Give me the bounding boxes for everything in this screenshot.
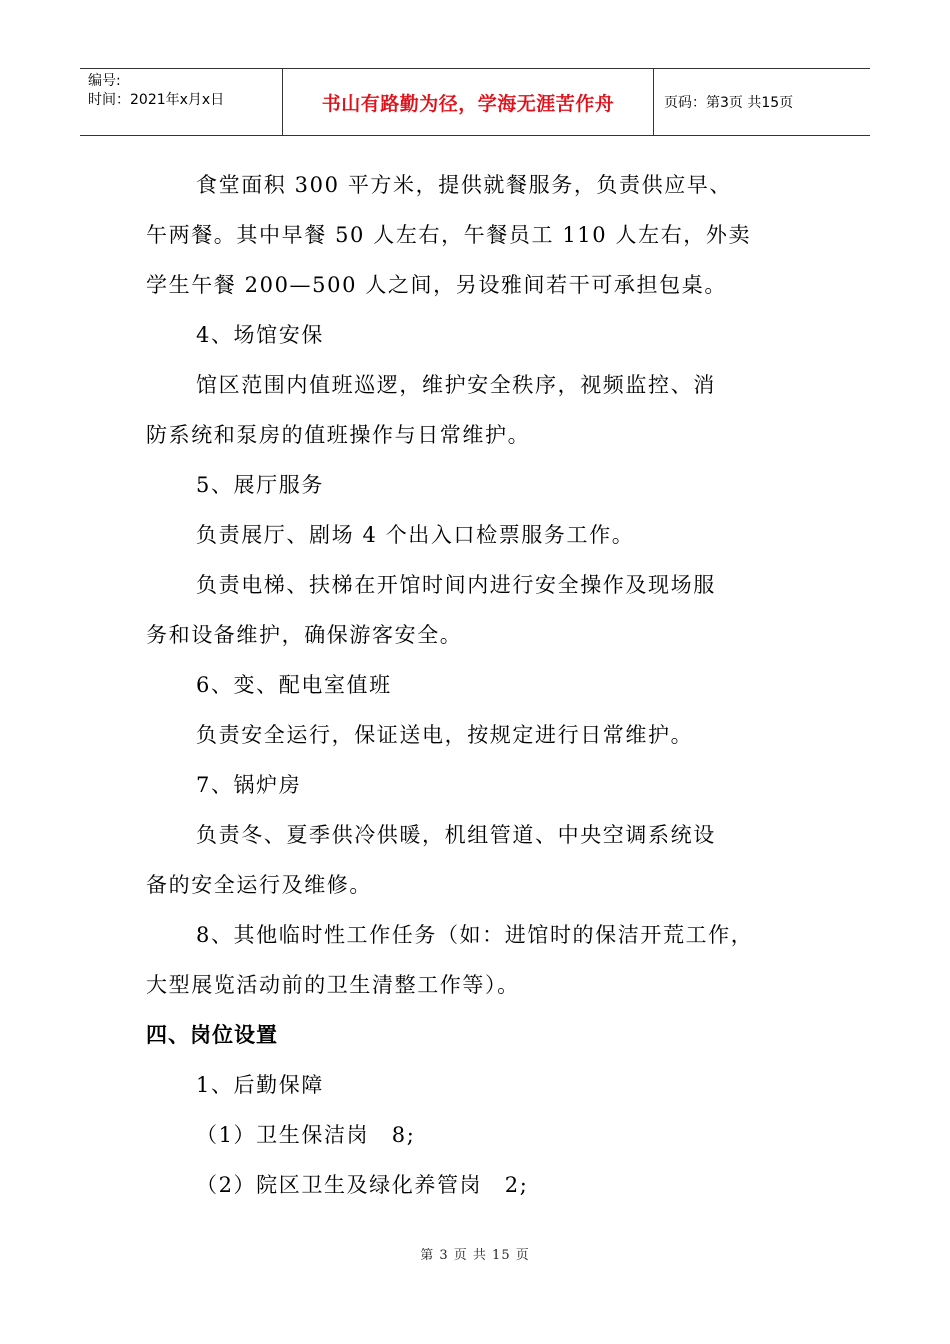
number-label: 编号: (88, 73, 121, 89)
body-line: 负责展厅、剧场 4 个出入口检票服务工作。 (196, 523, 635, 547)
document-body (146, 160, 816, 1210)
section-heading: 四、岗位设置 (146, 1023, 278, 1047)
body-line: 备的安全运行及维修。 (146, 873, 372, 897)
body-line: 馆区范围内值班巡逻，维护安全秩序，视频监控、消 (196, 373, 716, 397)
body-line: （1）卫生保洁岗 8; (196, 1123, 416, 1147)
time-label: 时间：2021年x月x日 (88, 92, 225, 108)
body-line: 负责安全运行，保证送电，按规定进行日常维护。 (196, 723, 694, 747)
body-line: 6、变、配电室值班 (196, 673, 392, 697)
body-line: 5、展厅服务 (196, 473, 324, 497)
body-line: 大型展览活动前的卫生清整工作等）。 (146, 973, 520, 997)
body-line: 4、场馆安保 (196, 323, 324, 347)
body-line: 7、锅炉房 (196, 773, 302, 797)
header-meta (80, 69, 282, 135)
header-motto: 书山有路勤为径，学海无涯苦作舟 (282, 69, 654, 135)
body-line: 食堂面积 300 平方米，提供就餐服务，负责供应早、 (196, 173, 733, 197)
page-header (80, 68, 870, 136)
body-line: 1、后勤保障 (196, 1073, 324, 1097)
body-line: 负责冬、夏季供冷供暖，机组管道、中央空调系统设 (196, 823, 716, 847)
body-line: 8、其他临时性工作任务（如：进馆时的保洁开荒工作， (196, 923, 754, 947)
header-page-info: 页码：第3页 共15页 (664, 95, 794, 111)
body-line: 防系统和泵房的值班操作与日常维护。 (146, 423, 531, 447)
body-line: 负责电梯、扶梯在开馆时间内进行安全操作及现场服 (196, 573, 716, 597)
page-footer: 第 3 页 共 15 页 (420, 1248, 530, 1263)
body-line: 务和设备维护，确保游客安全。 (146, 623, 463, 647)
body-line: 午两餐。其中早餐 50 人左右，午餐员工 110 人左右，外卖 (146, 223, 752, 247)
body-line: 学生午餐 200—500 人之间，另设雅间若干可承担包桌。 (146, 273, 727, 297)
body-line: （2）院区卫生及绿化养管岗 2; (196, 1173, 529, 1197)
